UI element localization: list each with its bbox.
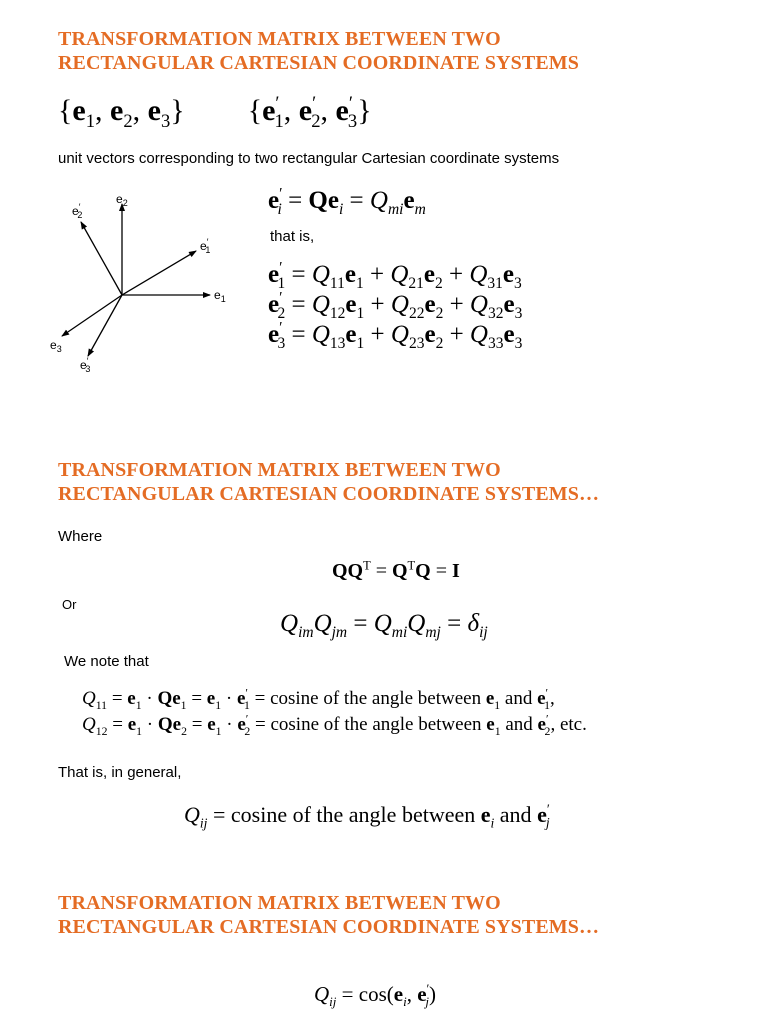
cosine-phrase-1: cosine of the angle between [270,688,482,709]
etc-text: etc. [559,714,587,735]
cosine-phrase-2: cosine of the angle between [270,714,482,735]
where-label: Where [58,528,103,545]
transformation-definition-equation: $e'_i = Qe_i = Q_{mi}e_m$ [268,185,426,218]
cosine-example-q11: $Q_{11} = e_1 \cdot Qe_1 = e_1 \cdot e'_1 = cosine$ of the angle between $e_1$ and $e'_1$, [82,686,555,712]
general-cosine-equation: $Q_{ij} = cosine$ of the angle between $e_i$ and $e'_j$ [184,801,550,831]
equation-e3-prime: $e'_3 = Q_{13}e_1 + Q_{23}e_2 + Q_{33}e_3$ [268,319,523,352]
section-3-heading-line-2: RECTANGULAR CARTESIAN COORDINATE SYSTEMS… [58,916,600,938]
section-2-heading-line-2: RECTANGULAR CARTESIAN COORDINATE SYSTEMS… [58,483,600,505]
index-orthogonality-equation: $Q_{im}Q_{jm} = Q_{mi}Q_{mj} = \delta_{ij}$ [280,610,488,641]
and-word-1: and [504,688,533,709]
orthogonality-equation: $QQ^T = Q^TQ = I$ [332,558,460,582]
section-1-heading [58,27,579,75]
basis-sets-equation: {$e_1$, $e_2$, $e_3$} {$e'_1$, $e'_2$, $e'_3$} [58,93,372,132]
section-1-heading-line-1: TRANSFORMATION MATRIX BETWEEN TWO [58,28,501,50]
section-3-heading-line-1: TRANSFORMATION MATRIX BETWEEN TWO [58,892,501,914]
in-general-label: That is, in general, [58,764,182,781]
section-2-heading [58,458,599,506]
equation-e1-prime: $e'_1 = Q_{11}e_1 + Q_{21}e_2 + Q_{31}e_3$ [268,259,522,292]
equation-e2-prime: $e'_2 = Q_{12}e_1 + Q_{22}e_2 + Q_{32}e_3$ [268,289,523,322]
section-1-heading-line-2: RECTANGULAR CARTESIAN COORDINATE SYSTEMS [58,52,579,74]
e2-prime-arrow [81,222,122,295]
e1-prime-arrow [122,251,196,295]
basis-description: unit vectors corresponding to two rectangular Cartesian coordinate systems [58,150,560,167]
e1-prime-label: e′ 1 [200,237,211,255]
cosine-examples [82,686,587,738]
we-note-that-label: We note that [64,653,149,670]
e3-label: $e_3$ [50,338,62,354]
section-3-heading [58,891,599,939]
e3-axis-arrow [62,295,122,336]
cosine-compact-equation: $Q_{ij} = \cos(e_i$, $e'_j$) [314,981,437,1010]
or-label: Or [62,597,77,612]
e2-prime-label: e′ 2 [72,202,83,220]
that-is-label: that is, [270,228,315,245]
e3-prime-label: e′ 3 [80,356,91,374]
e3-prime-arrow [88,295,122,356]
and-word-2: and [505,714,533,735]
e1-label: $e_1$ [214,288,226,304]
and-word-general: and [499,802,532,827]
cosine-example-q12: $Q_{12} = e_1 \cdot Qe_2 = e_1 \cdot e'_2 = cosine$ of the angle between $e_1$ and $e'_2$, etc. [82,712,587,738]
section-2-heading-line-1: TRANSFORMATION MATRIX BETWEEN TWO [58,459,501,481]
e2-label: $e_2$ [116,192,128,208]
cosine-phrase-general: cosine of the angle between [230,802,476,827]
expanded-transformation-equations [268,260,522,350]
basis-vectors-diagram [44,186,244,386]
